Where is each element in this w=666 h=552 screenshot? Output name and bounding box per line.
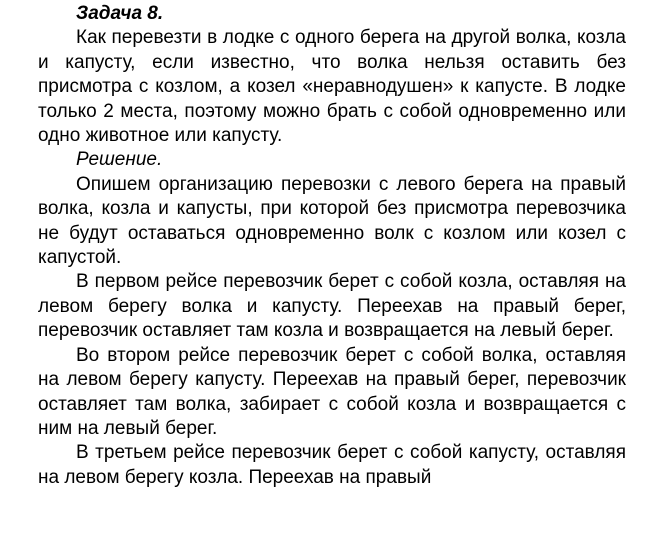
problem-statement: Как перевезти в лодке с одного берега на другой волка, козла и капусту, если известно, что волка нельзя оставить без присмотра с козлом, а козел «неравнодушен» к капусте. В лодке только 2 места, поэтому можно брать с собой одновременно или одно животное или капусту. (38, 27, 626, 147)
solution-label: Решение. (76, 149, 163, 171)
task-title: Задача 8. (76, 3, 164, 24)
solution-paragraph-trip-3: В третьем рейсе перевозчик берет с собой капусту, оставляя на левом берегу козла. Переехав на правый (38, 442, 626, 488)
solution-paragraph-intro: Опишем организацию перевозки с левого берега на правый волка, козла и капусты, при которой без присмотра перевозчика не будут оставаться одновременно волк с козлом или козел с капустой. (38, 173, 626, 269)
solution-paragraph-trip-2: Во втором рейсе перевозчик берет с собой волка, оставляя на левом берегу капусту. Переехав на правый берег, перевозчик оставляет там волка, забирает с собой козла и возвращается с ним на левый берег. (38, 344, 626, 439)
solution-paragraph-trip-1: В первом рейсе перевозчик берет с собой козла, оставляя на левом берегу волка и капусту. Переехав на правый берег, перевозчик оставляет там козла и возвращается на левый берег. (38, 271, 626, 342)
